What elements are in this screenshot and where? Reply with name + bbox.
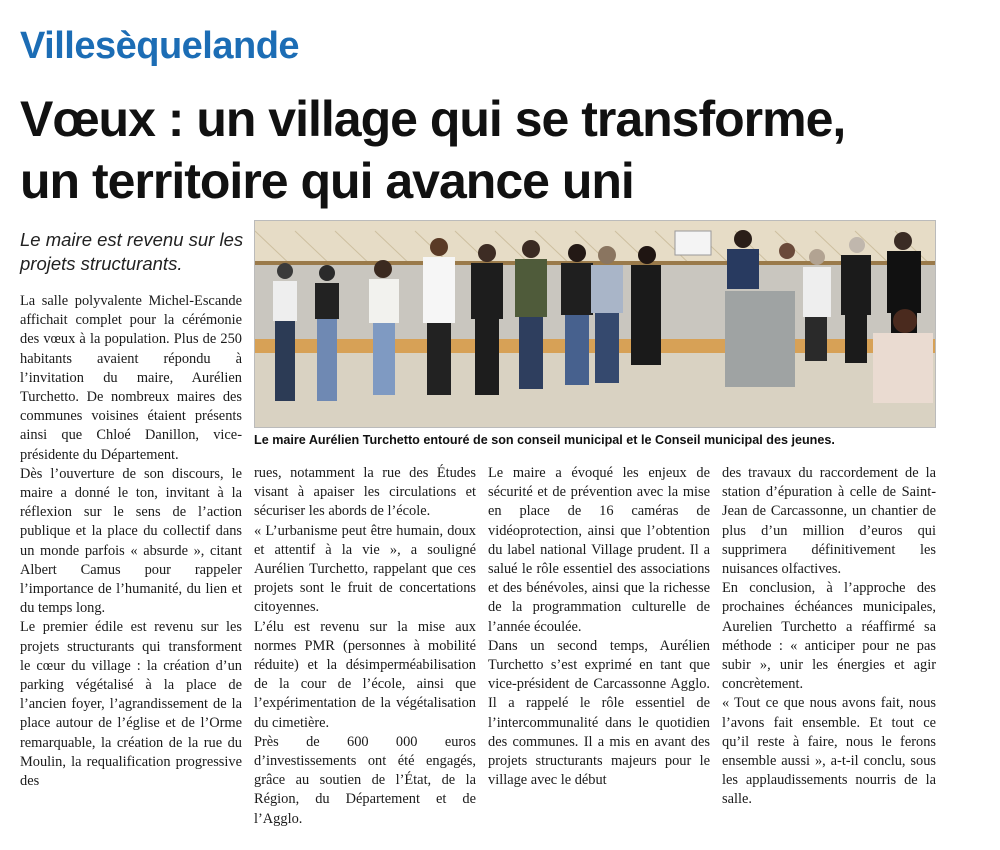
paragraph: Le maire a évoqué les enjeux de sécurité et de prévention avec la mise en place de 16 caméras de vidéoprotection, ainsi que l’obtention du label national Village prudent. Il a salué le rôle essentiel des associations et des bénévoles, ainsi que la richesse de la programmation culturelle de l’année écoulée. bbox=[488, 465, 710, 635]
section-kicker: Villesèquelande bbox=[20, 25, 300, 67]
paragraph: La salle polyvalente Michel-Escande affichait complet pour la cérémonie des vœux à la population. Plus de 250 habitants avaient répondu à l’invitation du maire, Aurélien Turchetto. De nombreux maires des communes voisines étaient présents ainsi que Chloé Danillon, vice-présidente du Département. bbox=[20, 293, 242, 463]
photo-caption: Le maire Aurélien Turchetto entouré de son conseil municipal et le Conseil municipal des jeunes. bbox=[254, 433, 835, 447]
article-column-3 bbox=[488, 464, 710, 790]
article-photo bbox=[254, 220, 936, 428]
group-photo-illustration bbox=[255, 221, 935, 427]
paragraph: rues, notamment la rue des Études visant à apaiser les circulations et sécuriser les abords de l’école. bbox=[254, 465, 476, 520]
paragraph: des travaux du raccordement de la station d’épuration à celle de Saint-Jean de Carcassonne, un chantier de plus d’un million d’euros qui supprimera définitivement les nuisances olfactives. bbox=[722, 465, 936, 578]
paragraph: Dès l’ouverture de son discours, le maire a donné le ton, invitant à la réflexion sur le sens de l’action publique et la place du collectif dans un monde parfois « absurde », citant Albert Camus pour rappeler l’importance de l’humanité, du lien et du temps long. bbox=[20, 465, 242, 617]
headline-line-1: Vœux : un village qui se transforme, bbox=[20, 91, 846, 147]
paragraph: En conclusion, à l’approche des prochaines échéances municipales, Aurelien Turchetto a réaffirmé sa méthode : « anticiper pour ne pas subir », unir les énergies et agir concrètement. bbox=[722, 580, 936, 693]
quote-paragraph: « L’urbanisme peut être humain, doux et attentif à la vie », a souligné Aurélien Turchetto, rappelant que ces projets sont le fruit de concertations citoyennes. bbox=[254, 522, 476, 616]
paragraph: Dans un second temps, Aurélien Turchetto s’est exprimé en tant que vice-président de Carcassonne Agglo. Il a rappelé le rôle essentiel de l’intercommunalité dans le quotidien des communes. Il a mis en avant des projets structurants majeurs pour le village avec le début bbox=[488, 637, 710, 789]
paragraph: L’élu est revenu sur la mise aux normes PMR (personnes à mobilité réduite) et la désimperméabilisation de la cour de l’école, ainsi que l’expérimentation de la végétalisation du cimetière. bbox=[254, 618, 476, 731]
headline bbox=[20, 88, 980, 212]
article-column-1 bbox=[20, 292, 242, 791]
article-column-2 bbox=[254, 464, 476, 829]
headline-line-2: un territoire qui avance uni bbox=[20, 153, 634, 209]
paragraph: Le premier édile est revenu sur les projets structurants qui transforment le cœur du village : la création d’un parking végétalisé à la place de l’ancien foyer, l’agrandissement de la place autour de l’église et de l’Orme remarquable, la création de la rue du Moulin, la requalification progressive des bbox=[20, 619, 242, 790]
paragraph: Près de 600 000 euros d’investissements ont été engagés, grâce au soutien de l’État, de la Région, du Département et de l’Agglo. bbox=[254, 733, 476, 827]
quote-paragraph: « Tout ce que nous avons fait, nous l’avons fait ensemble. Et tout ce qu’il reste à faire, nous le ferons ensemble aussi », a-t-il conclu, sous les applaudissements nourris de la salle. bbox=[722, 695, 936, 808]
article-column-4 bbox=[722, 464, 936, 810]
deck-subtitle: Le maire est revenu sur les projets structurants. bbox=[20, 229, 244, 274]
